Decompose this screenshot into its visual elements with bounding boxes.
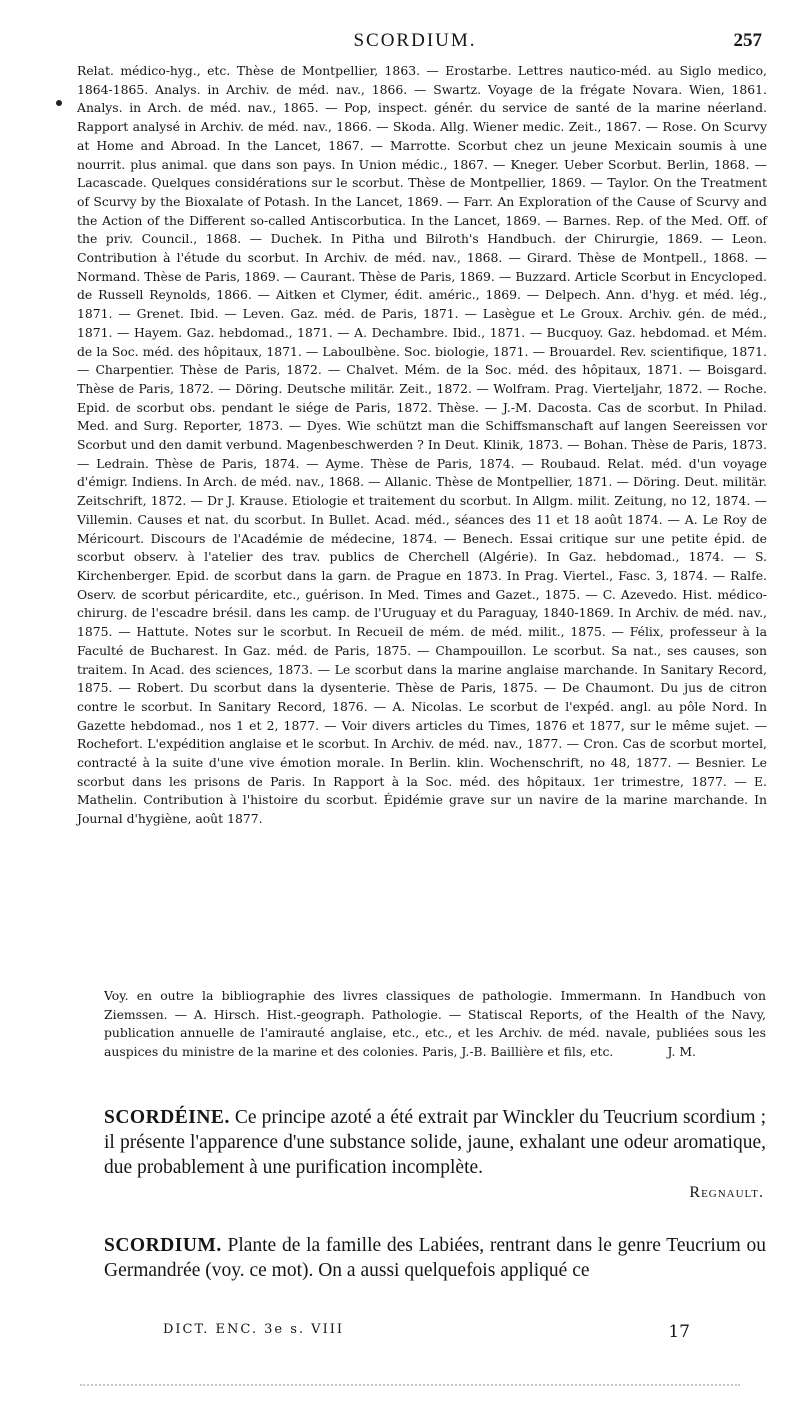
footer-signature-mark: 17 (668, 1322, 690, 1342)
bibliography-block (77, 62, 767, 829)
running-head (60, 30, 770, 54)
footer-volume: DICT. ENC. 3e s. VIII (163, 1322, 344, 1337)
page-number: 257 (733, 30, 762, 51)
entry-signature: Regnault. (689, 1184, 764, 1201)
bibliography-signature: J. M. (667, 1043, 696, 1059)
bibliography-footer (80, 987, 766, 1061)
entry-text: Plante de la famille des Labiées, rentrant dans le genre Teucrium ou Germandrée (voy. ce mot). On a aussi quelquefois appliqué ce (104, 1235, 766, 1281)
entry-headword: SCORDIUM. (104, 1235, 222, 1256)
bleed-through-line (80, 1384, 740, 1387)
entry-scordeine (104, 1105, 766, 1180)
bibliography-footer-note: Voy. en outre la bibliographie des livres classiques de pathologie. Immermann. In Handbuch von Ziemssen. — A. Hirsch. Hist.-geograph. Pathologie. — Statiscal Reports, of the Health of the Navy, publication annuelle de l'amirauté anglaise, etc., etc., et les Archiv. de méd. navale, publiées sous les auspices du ministre de la marine et des colonies. Paris, J.-B. Baillière et fils, etc. (104, 988, 766, 1059)
bibliography-text: Relat. médico-hyg., etc. Thèse de Montpellier, 1863. — Erostarbe. Lettres nautico-méd. au Siglo medico, 1864-1865. Analys. in Archiv. de méd. nav., 1866. — Swartz. Voyage de la frégate Novara. Wien, 1861. Analys. in Arch. de méd. nav., 1865. — Pop, inspect. génér. du service de santé de la marine néerland. Rapport analysé in Archiv. de méd. nav., 1866. — Skoda. Allg. Wiener medic. Zeit., 1867. — Rose. On Scurvy at Home and Abroad. In the Lancet, 1867. — Marrotte. Scorbut chez un jeune Mexicain soumis à une nourrit. plus animal. que dans son pays. In Union médic., 1867. — Kneger. Ueber Scorbut. Berlin, 1868. — Lacascade. Quelques considérations sur le scorbut. Thèse de Montpellier, 1869. — Taylor. On the Treatment of Scurvy by the Bioxalate of Potash. In the Lancet, 1869. — Farr. An Exploration of the Cause of Scurvy and the Action of the Different so-called Antiscorbutica. In the Lancet, 1869. — Barnes. Rep. of the Med. Off. of the priv. Council., 1868. — Duchek. In Pitha und Bilroth's Handbuch. der Chirurgie, 1869. — Leon. Contribution à l'étude du scorbut. In Archiv. de méd. nav., 1868. — Girard. Thèse de Montpell., 1868. — Normand. Thèse de Paris, 1869. — Caurant. Thèse de Paris, 1869. — Buzzard. Article Scorbut in Encycloped. de Russell Reynolds, 1866. — Aitken et Clymer, édit. améric., 1869. — Delpech. Ann. d'hyg. et méd. lég., 1871. — Grenet. Ibid. — Leven. Gaz. méd. de Paris, 1871. — Lasègue et Le Groux. Archiv. gén. de méd., 1871. — Hayem. Gaz. hebdomad., 1871. — A. Dechambre. Ibid., 1871. — Bucquoy. Gaz. hebdomad. et Mém. de la Soc. méd. des hôpitaux, 1871. — Laboulbène. Soc. biologie, 1871. — Brouardel. Rev. scientifique, 1871. — Charpentier. Thèse de Paris, 1872. — Chalvet. Mém. de la Soc. méd. des hôpitaux, 1871. — Boisgard. Thèse de Paris, 1872. — Döring. Deutsche militär. Zeit., 1872. — Wolfram. Prag. Vierteljahr, 1872. — Roche. Epid. de scorbut obs. pendant le siége de Paris, 1872. Thèse. — J.-M. Dacosta. Cas de scorbut. In Philad. Med. and Surg. Reporter, 1873. — Dyes. Wie schützt man die Schiffsmanschaft auf langen Seereissen vor Scorbut und den damit verbund. Magenbeschwerden ? In Deut. Klinik, 1873. — Bohan. Thèse de Paris, 1873. — Ledrain. Thèse de Paris, 1874. — Ayme. Thèse de Paris, 1874. — Roubaud. Relat. méd. d'un voyage d'émigr. Indiens. In Arch. de méd. nav., 1868. — Allanic. Thèse de Montpellier, 1871. — Döring. Deut. militär. Zeitschrift, 1872. — Dr J. Krause. Etiologie et traitement du scorbut. In Allgm. milit. Zeitung, no 12, 1874. — Villemin. Causes et nat. du scorbut. In Bullet. Acad. méd., séances des 11 et 18 août 1874. — A. Le Roy de Méricourt. Discours de l'Académie de médecine, 1874. — Benech. Essai critique sur une petite épid. de scorbut observ. à l'atelier des trav. publics de Cherchell (Algérie). In Gaz. hebdomad., 1874. — S. Kirchenberger. Epid. de scorbut dans la garn. de Prague en 1873. In Prag. Viertel., Fasc. 3, 1874. — Ralfe. Oserv. de scorbut péricardite, etc., guérison. In Med. Times and Gazet., 1875. — C. Azevedo. Hist. médico-chirurg. de l'escadre brésil. dans les camp. de l'Uruguay et du Paraguay, 1840-1869. In Archiv. de méd. nav., 1875. — Hattute. Notes sur le scorbut. In Recueil de mém. de méd. milit., 1875. — Félix, professeur à la Faculté de Bucharest. In Gaz. méd. de Paris, 1875. — Champouillon. Le scorbut. Sa nat., ses causes, son traitem. In Acad. des sciences, 1873. — Le scorbut dans la marine anglaise marchande. In Sanitary Record, 1875. — Robert. Du scorbut dans la dysenterie. Thèse de Paris, 1875. — De Chaumont. Du jus de citron contre le scorbut. In Sanitary Record, 1876. — A. Nicolas. Le scorbut de l'expéd. angl. au pôle Nord. In Gazette hebdomad., nos 1 et 2, 1877. — Voir divers articles du Times, 1876 et 1877, sur le même sujet. — Rochefort. L'expédition anglaise et le scorbut. In Archiv. de méd. nav., 1877. — Cron. Cas de scorbut mortel, contracté à la suite d'une vive émotion morale. In Berlin. klin. Wochenschrift, no 48, 1877. — Besnier. Le scorbut dans les prisons de Paris. In Rapport à la Soc. méd. des hôpitaux. 1er trimestre, 1877. — E. Mathelin. Contribution à l'histoire du scorbut. Épidémie grave sur un navire de la marine marchande. In Journal d'hygiène, août 1877. (77, 63, 767, 827)
margin-dot-mark (56, 100, 62, 106)
page-footer (163, 1322, 690, 1344)
entry-text: Ce principe azoté a été extrait par Winckler du Teucrium scordium ; il présente l'apparence d'une substance solide, jaune, exhalant une odeur aromatique, due probablement à une purification incomplète. (104, 1107, 767, 1178)
running-title: SCORDIUM. (353, 30, 477, 51)
entry-scordium (104, 1233, 766, 1283)
entry-headword: SCORDÉINE. (104, 1107, 230, 1128)
